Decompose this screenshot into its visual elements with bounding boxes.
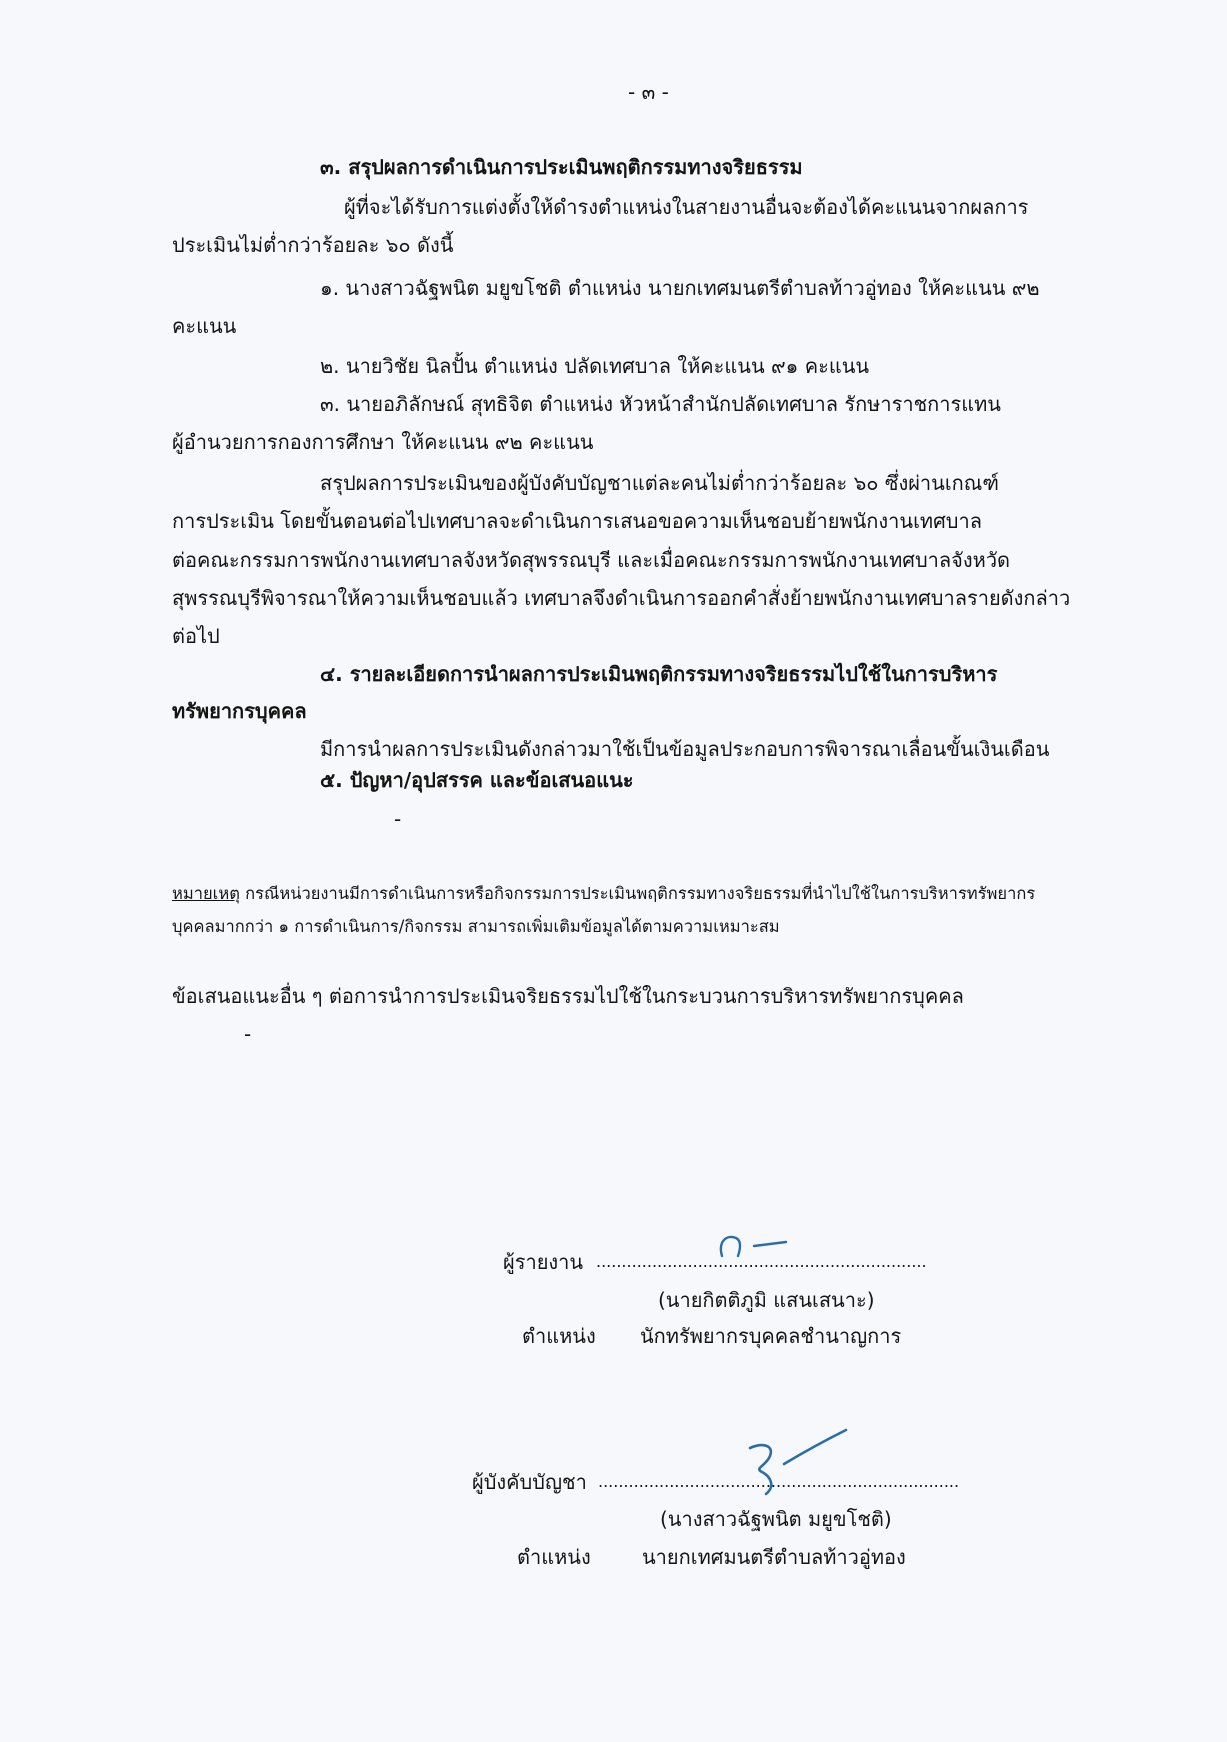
supervisor-position: นายกเทศมนตรีตำบลท้าวอู่ทอง	[642, 1545, 906, 1569]
section3-item3-line1: ๓. นายอภิลักษณ์ สุทธิจิต ตำแหน่ง หัวหน้าสำนักปลัดเทศบาล รักษาราชการแทน	[320, 392, 1001, 416]
reporter-signature-line: .................................................................	[596, 1252, 927, 1271]
section5-body: -	[394, 807, 402, 831]
section4-heading-line1: ๔. รายละเอียดการนำผลการประเมินพฤติกรรมทางจริยธรรมไปใช้ในการบริหาร	[320, 662, 998, 686]
note-text: กรณีหน่วยงานมีการดำเนินการหรือกิจกรรมการประเมินพฤติกรรมทางจริยธรรมที่นำไปใช้ในการบริหารทรัพยากร	[239, 884, 1036, 903]
reporter-name: (นายกิตติภูมิ แสนเสนาะ)	[658, 1288, 875, 1312]
section3-summary-line4: สุพรรณบุรีพิจารณาให้ความเห็นชอบแล้ว เทศบาลจึงดำเนินการออกคำสั่งย้ายพนักงานเทศบาลรายดังกล่าว	[172, 586, 1071, 610]
section3-summary-line1: สรุปผลการประเมินของผู้บังคับบัญชาแต่ละคนไม่ต่ำกว่าร้อยละ ๖๐ ซึ่งผ่านเกณฑ์	[320, 471, 999, 495]
note-line1	[172, 882, 1035, 906]
supervisor-name: (นางสาวฉัฐพนิต มยูขโชติ)	[660, 1507, 892, 1531]
section3-summary-line5: ต่อไป	[172, 624, 220, 648]
section3-summary-line2: การประเมิน โดยขั้นตอนต่อไปเทศบาลจะดำเนินการเสนอขอความเห็นชอบย้ายพนักงานเทศบาล	[172, 509, 982, 533]
suggestion-label: ข้อเสนอแนะอื่น ๆ ต่อการนำการประเมินจริยธรรมไปใช้ในกระบวนการบริหารทรัพยากรบุคคล	[172, 984, 964, 1008]
reporter-position-label: ตำแหน่ง	[522, 1324, 596, 1348]
suggestion-value: -	[244, 1022, 252, 1046]
page-number: - ๓ -	[628, 80, 669, 104]
section5-heading: ๕. ปัญหา/อุปสรรค และข้อเสนอแนะ	[320, 768, 634, 792]
section3-heading: ๓. สรุปผลการดำเนินการประเมินพฤติกรรมทางจริยธรรม	[320, 155, 803, 179]
supervisor-label-visible: ผู้บังคับบัญชา	[472, 1470, 587, 1494]
section3-item2: ๒. นายวิชัย นิลปั้น ตำแหน่ง ปลัดเทศบาล ให้คะแนน ๙๑ คะแนน	[320, 354, 870, 378]
section3-intro-line1: ผู้ที่จะได้รับการแต่งตั้งให้ดำรงตำแหน่งในสายงานอื่นจะต้องได้คะแนนจากผลการ	[344, 195, 1029, 219]
note-label: หมายเหตุ	[172, 884, 240, 903]
section3-item1-line1: ๑. นางสาวฉัฐพนิต มยูขโชติ ตำแหน่ง นายกเทศมนตรีตำบลท้าวอู่ทอง ให้คะแนน ๙๒	[320, 276, 1040, 300]
reporter-label: ผู้รายงาน	[503, 1250, 584, 1274]
reporter-signature	[710, 1228, 790, 1262]
section3-intro-line2: ประเมินไม่ต่ำกว่าร้อยละ ๖๐ ดังนี้	[172, 233, 454, 257]
reporter-position: นักทรัพยากรบุคคลชำนาญการ	[640, 1324, 902, 1348]
section3-summary-line3: ต่อคณะกรรมการพนักงานเทศบาลจังหวัดสุพรรณบุรี และเมื่อคณะกรรมการพนักงานเทศบาลจังหวัด	[172, 548, 1011, 572]
section3-item1-line2: คะแนน	[172, 314, 237, 338]
note-line2: บุคคลมากกว่า ๑ การดำเนินการ/กิจกรรม สามารถเพิ่มเติมข้อมูลได้ตามความเหมาะสม	[172, 917, 780, 936]
section3-item3-line2: ผู้อำนวยการกองการศึกษา ให้คะแนน ๙๒ คะแนน	[172, 430, 594, 454]
section4-body: มีการนำผลการประเมินดังกล่าวมาใช้เป็นข้อมูลประกอบการพิจารณาเลื่อนขั้นเงินเดือน	[320, 737, 1050, 761]
supervisor-signature-line: .......................................................................	[598, 1472, 960, 1491]
section4-heading-line2: ทรัพยากรบุคคล	[172, 699, 307, 723]
supervisor-position-label: ตำแหน่ง	[517, 1545, 591, 1569]
